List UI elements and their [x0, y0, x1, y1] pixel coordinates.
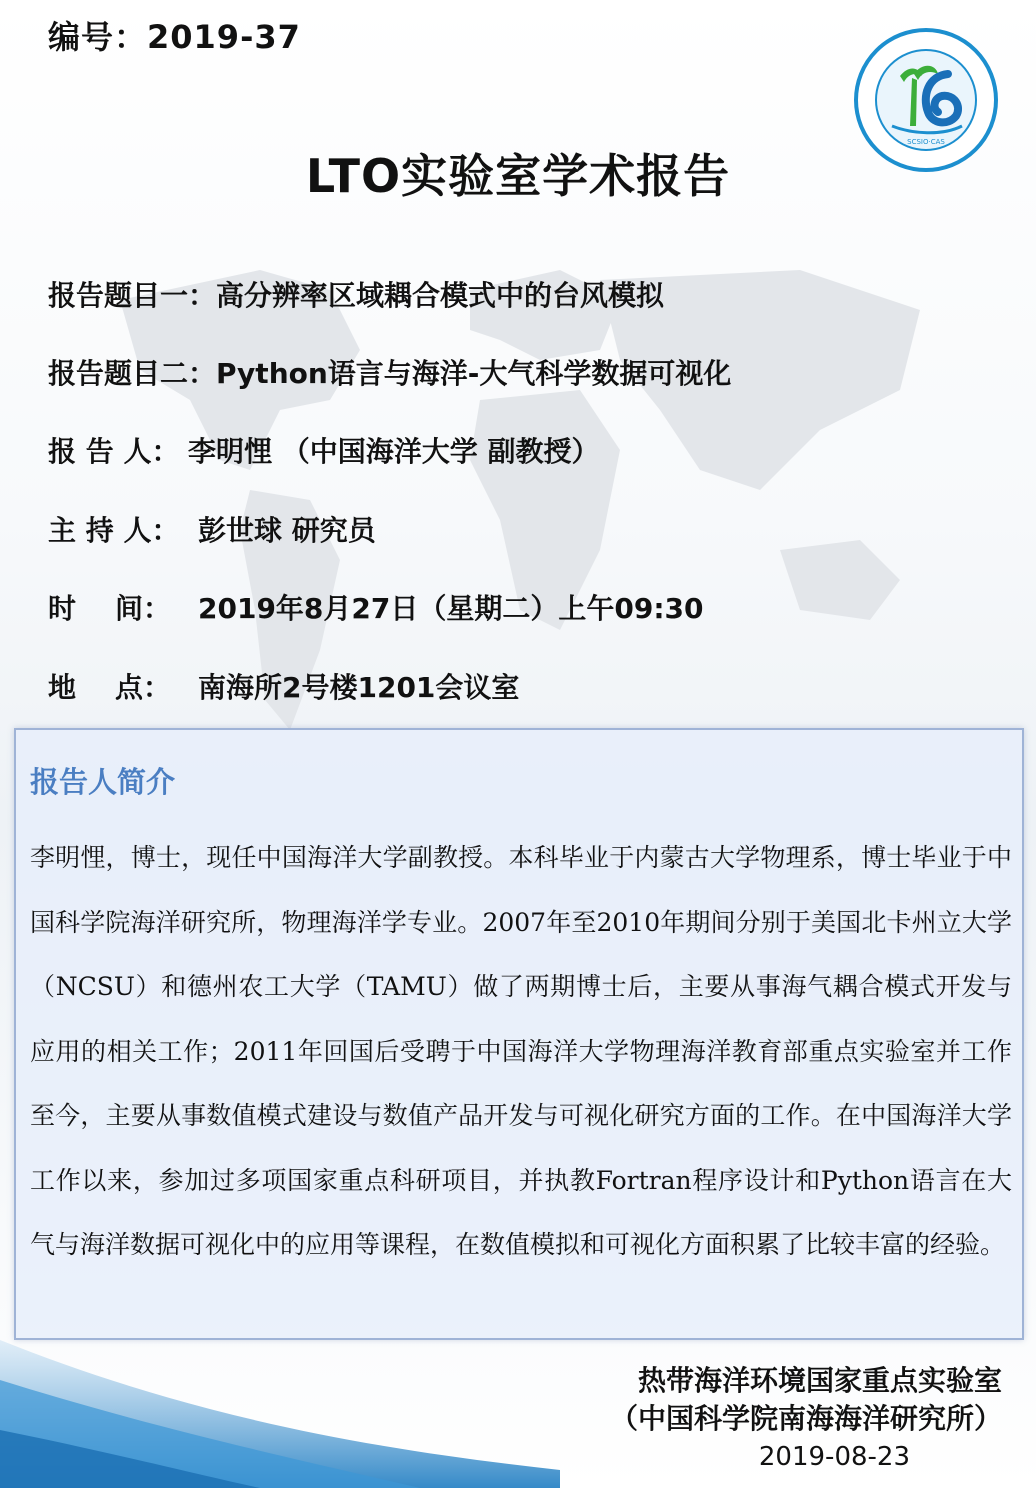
bio-title: 报告人简介 [30, 765, 176, 799]
host-row [48, 509, 376, 549]
host-label: 主 持 人： [48, 514, 180, 547]
page-title: LTO实验室学术报告 [305, 149, 731, 203]
speaker-value: 李明悝 （中国海洋大学 副教授） [188, 435, 600, 468]
speaker-label: 报 告 人： [48, 435, 180, 468]
time-label: 时 间： [48, 592, 171, 625]
place-row [48, 666, 519, 706]
footer-org: 热带海洋环境国家重点实验室 [637, 1364, 1002, 1397]
logo-abbr: SCSIO·CAS [907, 138, 945, 146]
host-value: 彭世球 研究员 [198, 514, 376, 547]
topic-2-label: 报告题目二： [48, 357, 217, 390]
footer-org-sub: （中国科学院南海海洋研究所） [609, 1402, 1002, 1435]
footer [610, 1362, 1002, 1476]
topic-1-value: 高分辨率区域耦合模式中的台风模拟 [216, 279, 665, 312]
speaker-bio-panel [14, 728, 1024, 1340]
bio-text: 李明悝，博士，现任中国海洋大学副教授。本科毕业于内蒙古大学物理系，博士毕业于中国科学院海洋研究所，物理海洋学专业。2007年至2010年期间分别于美国北卡州立大学（NCSU）和德州农工大学（TAMU）做了两期博士后，主要从事海气耦合模式开发与应用的相关工作；2011年回国后受聘于中国海洋大学物理海洋教育部重点实验室并工作至今，主要从事数值模式建设与数值产品开发与可视化研究方面的工作。在中国海洋大学工作以来，参加过多项国家重点科研项目，并执教Fortran程序设计和Python语言在大气与海洋数据可视化中的应用等课程，在数值模拟和可视化方面积累了比较丰富的经验。 [30, 843, 1012, 1259]
place-label: 地 点： [48, 671, 171, 704]
topic-1-label: 报告题目一： [48, 279, 217, 312]
speaker-row [48, 430, 600, 470]
time-row [48, 587, 704, 627]
document-number: 编号：2019-37 [48, 18, 301, 56]
topic-2-value: Python语言与海洋-大气科学数据可视化 [216, 357, 732, 390]
topic-1-row [48, 274, 664, 314]
time-value: 2019年8月27日（星期二）上午09:30 [198, 592, 704, 625]
topic-2-row [48, 352, 731, 392]
footer-date: 2019-08-23 [758, 1442, 910, 1472]
place-value: 南海所2号楼1201会议室 [198, 671, 520, 704]
